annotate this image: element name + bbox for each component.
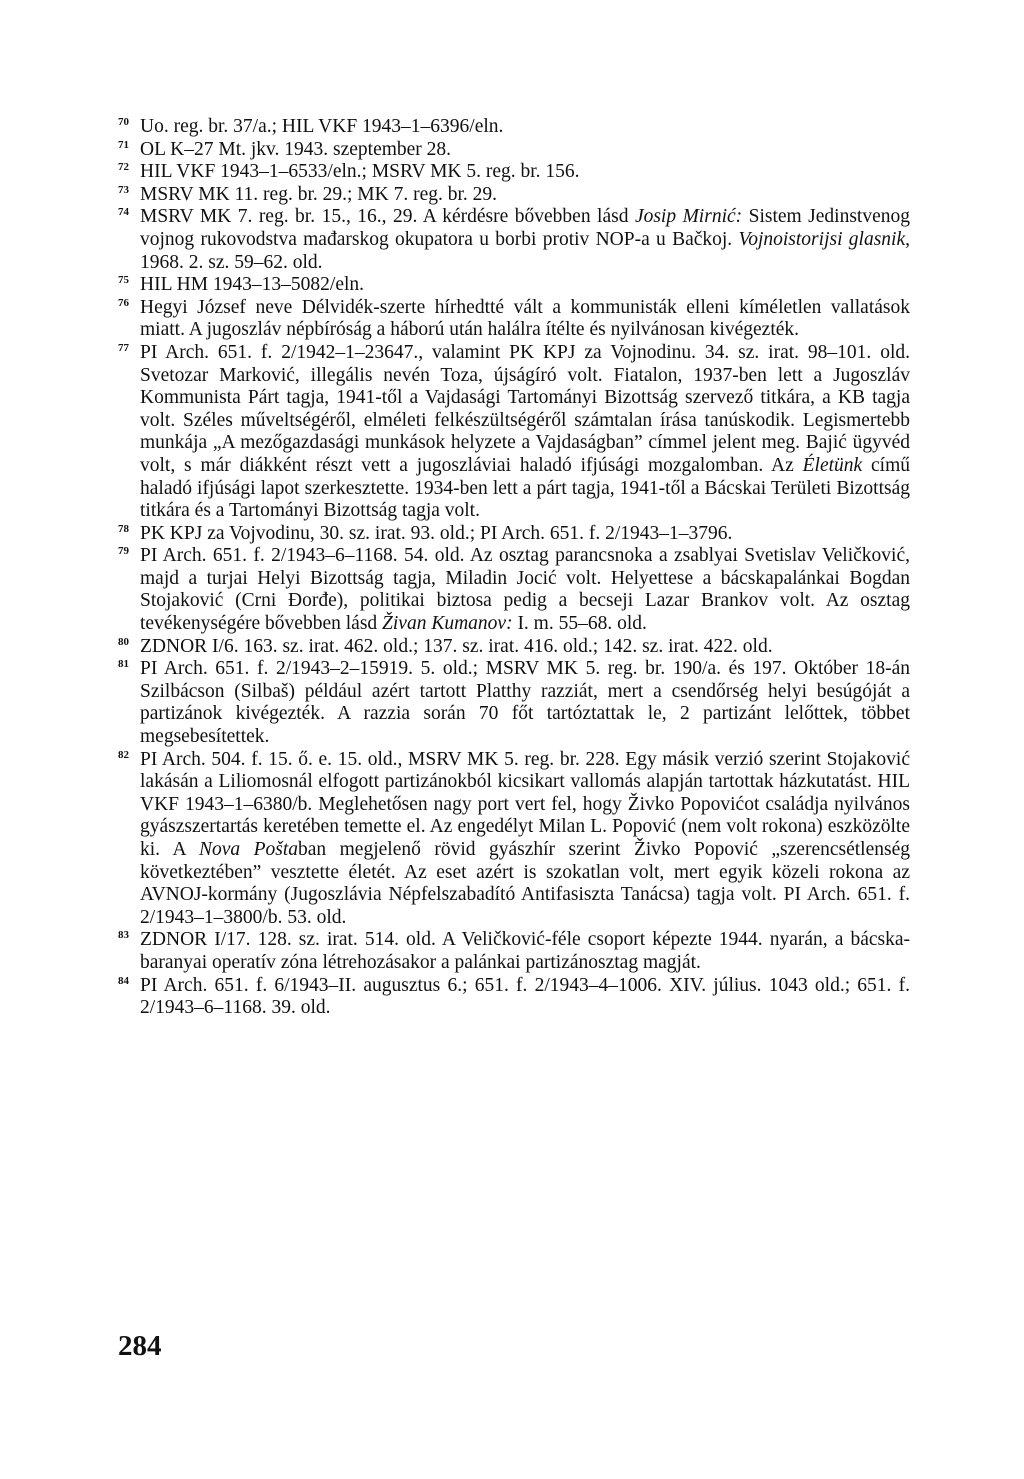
footnote-number: 76 <box>118 296 129 309</box>
page-number: 284 <box>118 1330 162 1362</box>
footnote-italic-text: Josip Mirnić: <box>634 206 743 228</box>
footnote-74 <box>118 206 910 274</box>
footnote-text-segment: ban megjelenő rövid gyászhír szerint Živko Popović „szerencsétlenség következtében” vesztette életét. Az eset azért is szokatlan volt, mert egyik közeli rokona az AVNOJ-kormány (Jugoszlávia Népfelszabadító Antifasiszta Tanácsa) tagja volt. PI Arch. 651. f. 2/1943–1–3800/b. 53. old. <box>140 839 910 928</box>
footnote-text-segment: Sistem Jedinstvenog vojnog rukovodstva mađarskog okupatora u borbi protiv NOP-a u Bačkoj. <box>140 206 910 250</box>
footnote-83 <box>118 929 910 974</box>
footnote-text: HIL VKF 1943–1–6533/eln.; MSRV MK 5. reg. br. 156. <box>140 161 580 183</box>
footnote-text: ZDNOR I/17. 128. sz. irat. 514. old. A Veličković-féle csoport képezte 1944. nyarán, a bácska-baranyai operatív zóna létrehozásakor a palánkai partizánosztag magját. <box>140 929 910 973</box>
footnote-78 <box>118 523 910 546</box>
footnote-text: MSRV MK 11. reg. br. 29.; MK 7. reg. br. 29. <box>140 183 498 205</box>
footnote-text: PI Arch. 651. f. 2/1943–2–15919. 5. old.; MSRV MK 5. reg. br. 190/a. és 197. Október 18-án Szilbácson (Silbaš) például azért tartott Platthy razziát, mert a csendőrség helyi besúgóját a partizánok kivégezték. A razzia során 70 főt tartóztattak le, 2 partizánt lelőttek, többet megsebesítettek. <box>140 658 910 748</box>
footnote-number: 72 <box>118 161 129 174</box>
footnote-number: 70 <box>118 116 129 128</box>
footnote-number: 79 <box>118 545 129 558</box>
footnote-text: Uo. reg. br. 37/a.; HIL VKF 1943–1–6396/eln. <box>140 116 504 137</box>
footnote-71 <box>118 139 910 162</box>
footnote-77 <box>118 342 910 523</box>
footnote-84 <box>118 975 910 1020</box>
footnote-italic-text: Vojnoistorijsi glasnik, <box>738 228 910 250</box>
footnote-82 <box>118 749 910 930</box>
footnote-72 <box>118 161 910 184</box>
footnote-text: Hegyi József neve Délvidék-szerte hírhedtté vált a kommunisták elleni kíméletlen vallatások miatt. A jugoszláv népbíróság a háború után halálra ítélte és nyilvánosan kivégezték. <box>140 296 910 341</box>
footnote-text <box>140 342 910 521</box>
footnote-italic-text: Nova Pošta <box>198 839 298 860</box>
footnote-text-segment: PI Arch. 651. f. 2/1943–6–1168. 54. old. Az osztag parancsnoka a zsablyai Svetislav Veličković, majd a turjai Helyi Bizottság tagja, Miladin Jocić volt. Helyettese a bácskapalánkai Bogdan Stojaković (Crni Đorđe), politikai biztosa pedig a becseji Lazar Brankov volt. Az osztag tevékenységére bővebben lásd <box>140 545 910 635</box>
footnote-73 <box>118 184 910 207</box>
footnote-text: PI Arch. 651. f. 6/1943–II. augusztus 6.; 651. f. 2/1943–4–1006. XIV. július. 1043 old.; 651. f. 2/1943–6–1168. 39. old. <box>140 974 910 1019</box>
footnote-text-segment: című haladó ifjúsági lapot szerkesztette. 1934-ben lett a párt tagja, 1941-től a Bácskai Területi Bizottság titkára és a Tartományi Bizottság tagja volt. <box>140 454 910 522</box>
footnote-number: 71 <box>118 138 129 151</box>
footnote-text <box>140 545 910 634</box>
footnote-number: 83 <box>118 929 129 942</box>
footnote-text-segment: I. m. 55–68. old. <box>512 613 647 635</box>
footnote-text <box>140 749 910 928</box>
footnote-number: 74 <box>118 206 129 219</box>
footnote-text <box>140 206 910 272</box>
footnote-text-segment: 1968. 2. sz. 59–62. old. <box>140 251 323 273</box>
footnote-number: 75 <box>118 274 129 287</box>
footnote-text: HIL HM 1943–13–5082/eln. <box>140 274 365 296</box>
footnote-italic-text: Életünk <box>802 454 863 476</box>
footnote-italic-text: Živan Kumanov: <box>382 613 513 635</box>
footnote-76 <box>118 297 910 342</box>
footnote-number: 84 <box>118 974 129 987</box>
footnote-number: 73 <box>118 183 129 196</box>
footnote-number: 78 <box>118 522 129 535</box>
footnote-text: ZDNOR I/6. 163. sz. irat. 462. old.; 137. sz. irat. 416. old.; 142. sz. irat. 422. old. <box>140 635 773 657</box>
footnote-text-segment: PI Arch. 504. f. 15. ő. e. 15. old., MSRV MK 5. reg. br. 228. Egy másik verzió szerint Stojaković lakásán a Liliomosnál elfogott partizánokból kicsikart vallomás alapján tartottak házkutatást. HIL VKF 1943–1–6380/b. Meglehetősen nagy port vert fel, hogy Živko Popovićot családja nyilvános gyászszertartás keretében temette el. Az engedélyt Milan L. Popović (nem volt rokona) eszközölte ki. A <box>140 748 910 860</box>
footnote-number: 82 <box>118 748 129 761</box>
footnote-number: 80 <box>118 635 129 648</box>
footnote-75 <box>118 274 910 297</box>
footnote-81 <box>118 658 910 748</box>
footnote-text-segment: MSRV MK 7. reg. br. 15., 16., 29. A kérdésre bővebben lásd <box>140 206 635 228</box>
footnote-list <box>118 116 910 1020</box>
footnotes-block <box>118 116 910 1020</box>
footnote-79 <box>118 545 910 635</box>
footnote-text: PK KPJ za Vojvodinu, 30. sz. irat. 93. old.; PI Arch. 651. f. 2/1943–1–3796. <box>140 522 733 544</box>
footnote-number: 77 <box>118 341 129 354</box>
footnote-80 <box>118 636 910 659</box>
footnote-70 <box>118 116 910 139</box>
footnote-text: OL K–27 Mt. jkv. 1943. szeptember 28. <box>140 138 452 160</box>
footnote-number: 81 <box>118 658 129 671</box>
footnote-text-segment: PI Arch. 651. f. 2/1942–1–23647., valamint PK KPJ za Vojnodinu. 34. sz. irat. 98–101. old. Svetozar Marković, illegális nevén Toza, újságíró volt. Fiatalon, 1937-ben lett a Jugoszláv Kommunista Párt tagja, 1941-től a Vajdasági Tartományi Bizottság szervező titkára, a KB tagja volt. Széles műveltségéről, elméleti felkészültségéről számtalan írása tanúskodik. Legismertebb munkája „A mezőgazdasági munkások helyzete a Vajdaságban” címmel jelent meg. Bajić ügyvéd volt, s már diákként részt vett a jugoszláviai haladó ifjúsági mozgalomban. Az <box>140 341 910 476</box>
